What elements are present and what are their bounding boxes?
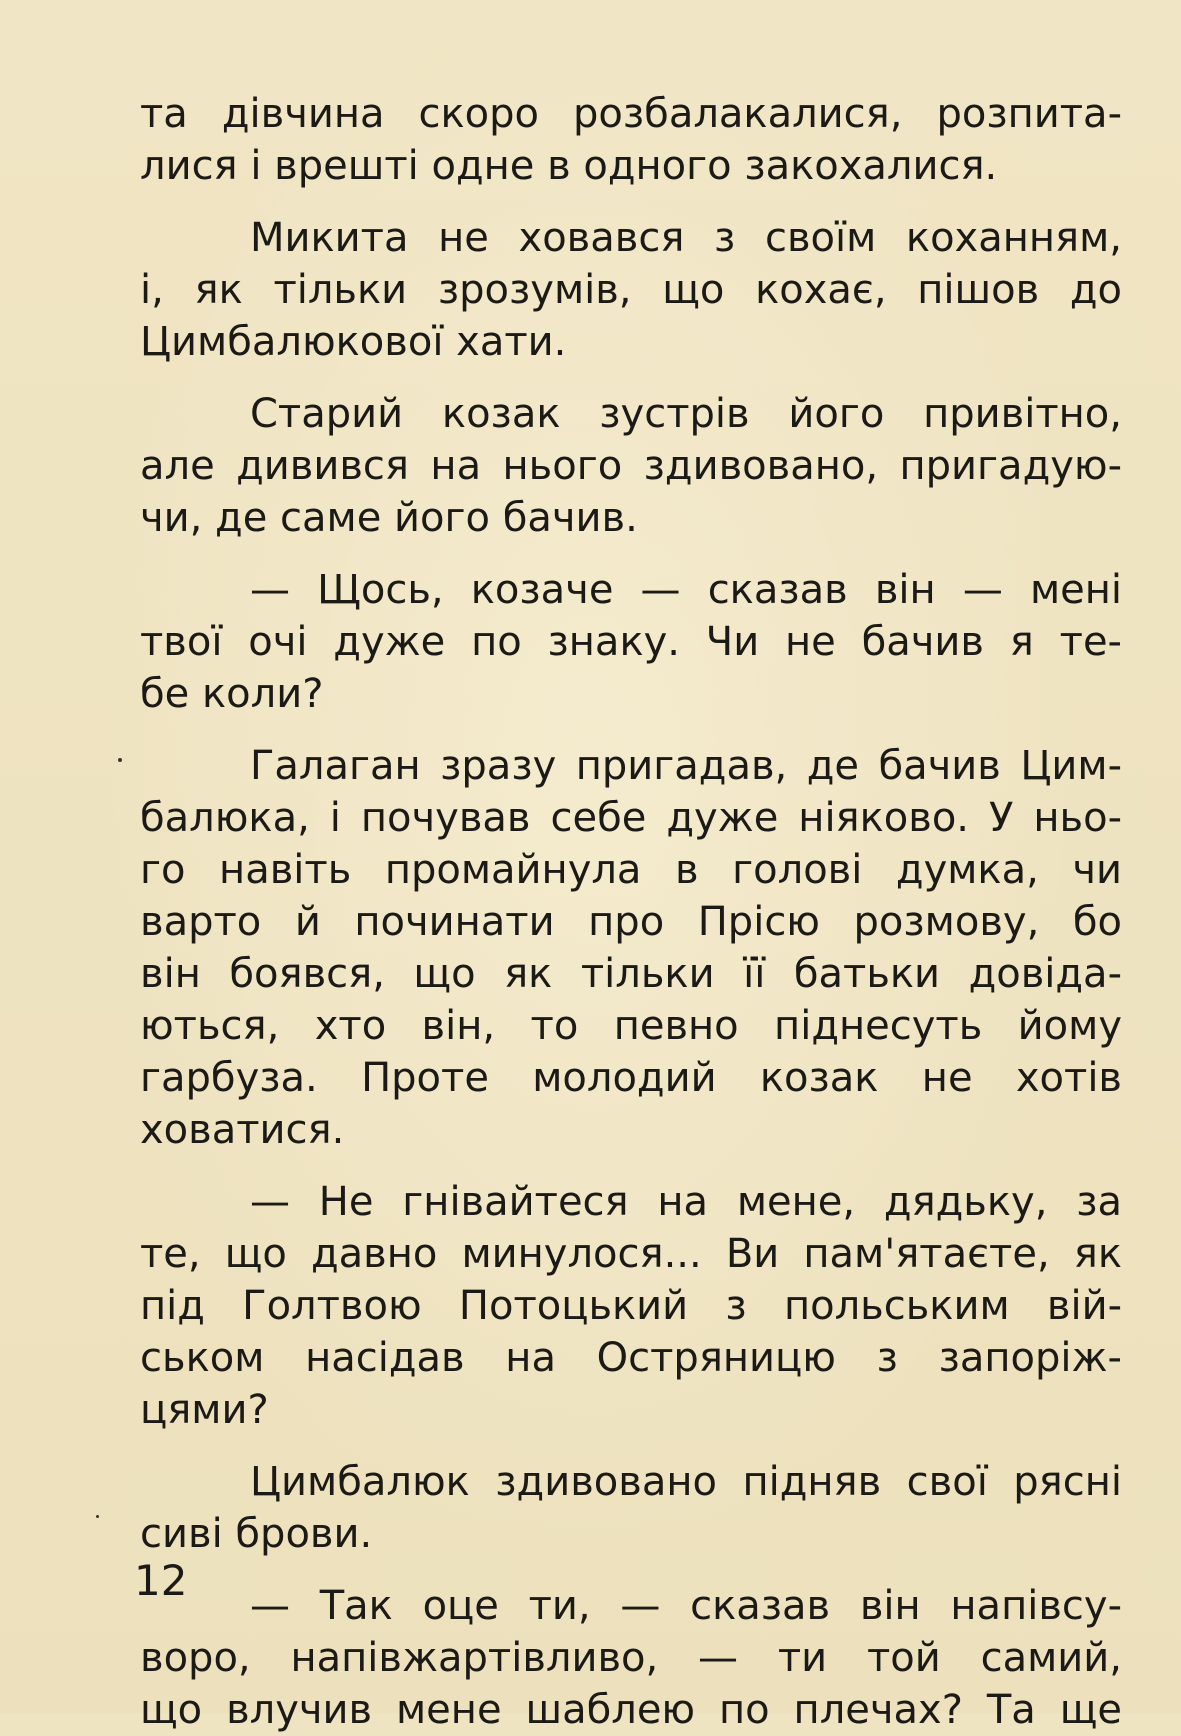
text-line: ховатися. [140, 1107, 345, 1153]
text-line: цями? [140, 1387, 269, 1433]
text-line: те, що давно минулося... Ви пам'ятаєте, як [140, 1231, 1122, 1277]
text-line: Микита не ховався з своїм коханням, [250, 215, 1122, 261]
text-line: бе коли? [140, 671, 324, 717]
text-line: балюка, і почував себе дуже ніяково. У ньо- [140, 795, 1122, 841]
text-line: — Щось, козаче — сказав він — мені [250, 567, 1122, 613]
text-line: він боявся, що як тільки її батьки довіда- [140, 951, 1122, 997]
text-line: ськом насідав на Остряницю з запоріж- [140, 1335, 1122, 1381]
text-line: та дівчина скоро розбалакалися, розпита- [140, 91, 1122, 137]
scan-speck [96, 1515, 99, 1518]
text-line: чи, де саме його бачив. [140, 495, 638, 541]
text-line: під Голтвою Потоцький з польським вій- [140, 1283, 1122, 1329]
text-line: лися і врешті одне в одного закохалися. [140, 143, 998, 189]
text-line: варто й починати про Прісю розмову, бо [140, 899, 1122, 945]
text-line: ються, хто він, то певно піднесуть йому [140, 1003, 1122, 1049]
text-line: Старий козак зустрів його привітно, [250, 391, 1122, 437]
body-text [140, 88, 1122, 1736]
text-line: Цимбалюк здивовано підняв свої рясні [250, 1459, 1122, 1505]
text-line: і, як тільки зрозумів, що кохає, пішов до [140, 267, 1122, 313]
text-line: — Так оце ти, — сказав він напівсу- [250, 1583, 1122, 1629]
scan-speck [118, 758, 122, 762]
text-line: Галаган зразу пригадав, де бачив Цим- [250, 743, 1122, 789]
text-line: що влучив мене шаблею по плечах? Та ще [140, 1687, 1122, 1733]
text-line: Цимбалюкової хати. [140, 319, 567, 365]
page-number: 12 [134, 1556, 188, 1605]
text-line: але дивився на нього здивовано, пригадую- [140, 443, 1122, 489]
text-line: сиві брови. [140, 1511, 373, 1557]
text-line: воро, напівжартівливо, — ти той самий, [140, 1635, 1122, 1681]
text-line: го навіть промайнула в голові думка, чи [140, 847, 1122, 893]
text-line: — Не гнівайтеся на мене, дядьку, за [250, 1179, 1122, 1225]
text-line: гарбуза. Проте молодий козак не хотів [140, 1055, 1122, 1101]
text-line: твої очі дуже по знаку. Чи не бачив я те- [140, 619, 1122, 665]
